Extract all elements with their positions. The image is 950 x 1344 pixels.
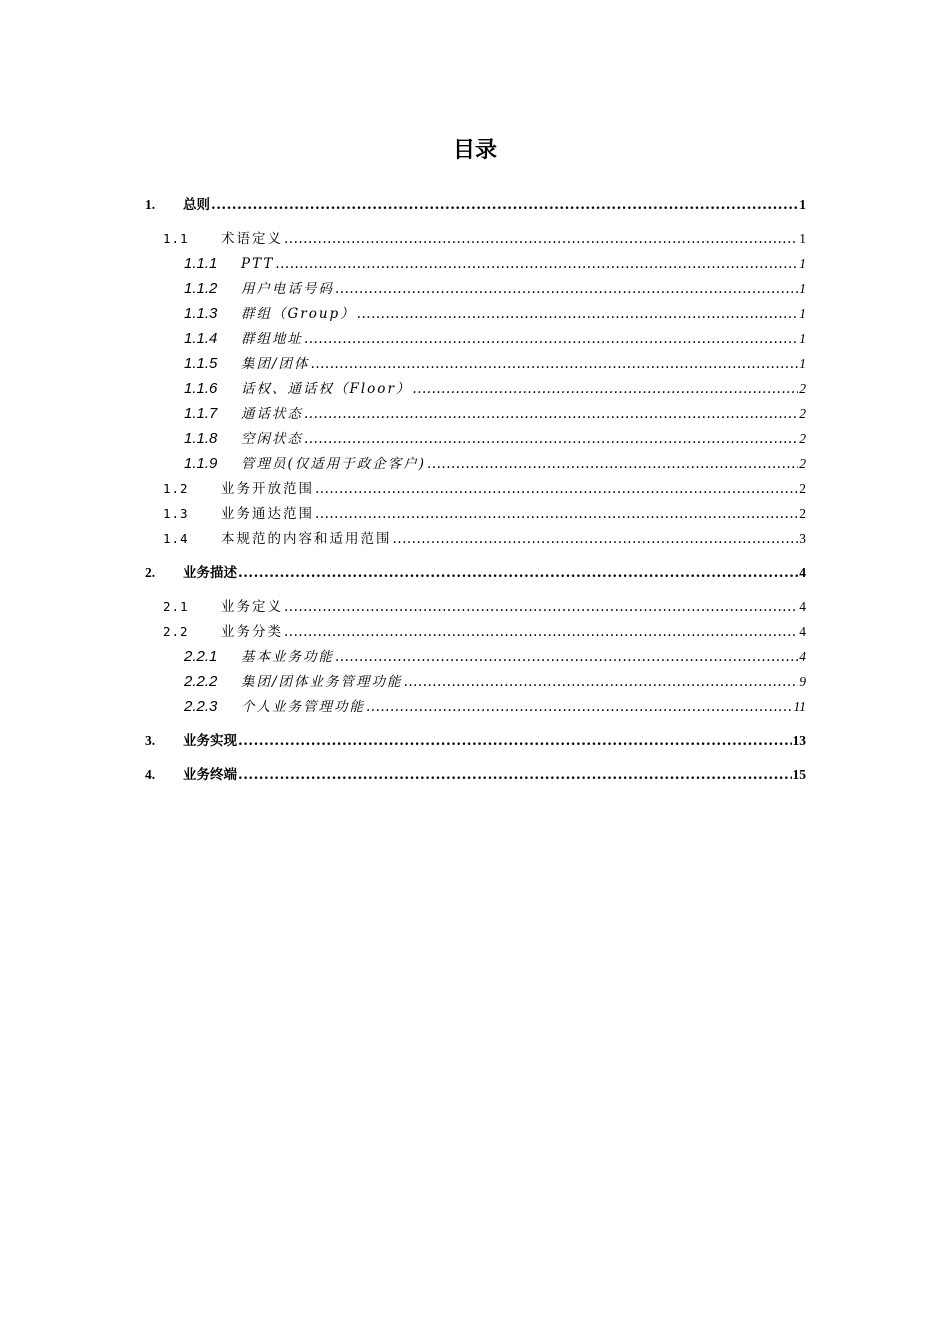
toc-entry-page: 4: [799, 599, 806, 614]
toc-leader-dots: [284, 623, 798, 641]
toc-entry-number: 1.1.3: [184, 305, 218, 322]
toc-entry[interactable]: [184, 642, 806, 666]
toc-entry-page: 4: [799, 565, 806, 580]
toc-entry-title: 基本业务功能: [241, 649, 334, 665]
toc-entry-number: 2.2.2: [184, 673, 218, 690]
toc-leader-dots: [315, 480, 798, 498]
toc-entry-number: 2.2.1: [184, 648, 218, 665]
toc-entry-number: 1.1.5: [184, 355, 218, 372]
toc-leader-dots: [335, 648, 798, 666]
toc-entry-page: 1: [799, 197, 806, 212]
toc-entry-number: 1.: [145, 197, 156, 212]
toc-entry-title: 业务分类: [221, 624, 283, 640]
toc-entry-number: 2.: [145, 565, 156, 580]
toc-entry-page: 4: [799, 624, 806, 639]
toc-leader-dots: [393, 530, 799, 548]
toc-entry-number: 3.: [145, 733, 156, 748]
toc-entry[interactable]: [184, 299, 806, 323]
toc-entry-page: 2: [799, 406, 806, 421]
toc-entry[interactable]: [163, 224, 806, 248]
toc-entry-title: 业务实现: [183, 733, 237, 749]
toc-entry[interactable]: [184, 667, 806, 691]
toc-entry-title: 个人业务管理功能: [241, 699, 365, 715]
toc-entry-title: 业务开放范围: [221, 481, 314, 497]
toc-leader-dots: [357, 305, 799, 323]
toc-leader-dots: [315, 505, 798, 523]
toc-entry[interactable]: [184, 349, 806, 373]
toc-entry[interactable]: [184, 374, 806, 398]
toc-entry[interactable]: [163, 499, 806, 523]
toc-entry-number: 1.1.6: [184, 380, 218, 397]
toc-entry-title: 术语定义: [221, 231, 283, 247]
toc-entry[interactable]: [184, 424, 806, 448]
page-title: 目录: [452, 138, 497, 163]
toc-entry-title: 空闲状态: [241, 431, 303, 447]
toc-entry-page: 2: [799, 481, 806, 496]
toc-entry-number: 1.1: [163, 231, 189, 246]
toc-leader-dots: [238, 564, 798, 582]
toc-entry-page: 1: [799, 331, 806, 346]
toc-entry[interactable]: [184, 692, 806, 716]
toc-entry-title: 集团/团体: [241, 356, 310, 372]
toc-entry-page: 2: [799, 506, 806, 521]
toc-entry-title: PTT: [241, 256, 275, 272]
toc-entry-page: 3: [799, 531, 806, 546]
toc-leader-dots: [427, 455, 798, 473]
toc-entry-title: 业务描述: [183, 565, 237, 581]
toc-entry[interactable]: [184, 249, 806, 273]
toc-entry-title: 总则: [183, 197, 210, 213]
toc-entry-number: 1.1.8: [184, 430, 218, 447]
toc-entry[interactable]: [184, 449, 806, 473]
toc-entry[interactable]: [145, 760, 806, 784]
toc-entry[interactable]: [145, 190, 806, 214]
toc-leader-dots: [304, 330, 798, 348]
toc-leader-dots: [366, 698, 793, 716]
toc-entry-page: 1: [799, 356, 806, 371]
toc-entry-number: 1.1.7: [184, 405, 218, 422]
toc-entry-number: 1.1.9: [184, 455, 218, 472]
toc-leader-dots: [238, 766, 792, 784]
toc-entry[interactable]: [163, 617, 806, 641]
toc-leader-dots: [275, 255, 798, 273]
toc-entry-title: 业务定义: [221, 599, 283, 615]
toc-entry-page: 2: [799, 381, 806, 396]
toc-entry-title: 业务终端: [183, 767, 237, 783]
toc-entry[interactable]: [184, 324, 806, 348]
toc-entry-title: 集团/团体业务管理功能: [241, 674, 403, 690]
toc-entry-number: 4.: [145, 767, 156, 782]
toc-entry-page: 11: [793, 699, 806, 714]
toc-leader-dots: [304, 430, 798, 448]
toc-leader-dots: [284, 598, 798, 616]
toc-leader-dots: [335, 280, 798, 298]
toc-leader-dots: [304, 405, 798, 423]
toc-leader-dots: [404, 673, 799, 691]
toc-entry[interactable]: [145, 726, 806, 750]
toc-entry-page: 1: [799, 306, 806, 321]
toc-entry-number: 1.1.4: [184, 330, 218, 347]
toc-entry-page: 4: [799, 649, 806, 664]
toc-entry-number: 1.4: [163, 531, 189, 546]
toc-entry-title: 本规范的内容和适用范围: [221, 531, 392, 547]
toc-entry-page: 13: [792, 733, 806, 748]
toc-leader-dots: [238, 732, 792, 750]
toc-entry[interactable]: [184, 274, 806, 298]
toc-entry-number: 1.3: [163, 506, 189, 521]
toc-entry[interactable]: [163, 592, 806, 616]
toc-leader-dots: [412, 380, 798, 398]
toc-entry[interactable]: [145, 558, 806, 582]
toc-entry-page: 1: [799, 256, 806, 271]
toc-entry-number: 2.2: [163, 624, 189, 639]
toc-entry-page: 2: [799, 456, 806, 471]
toc-entry-title: 管理员(仅适用于政企客户): [241, 456, 427, 472]
toc-entry[interactable]: [163, 474, 806, 498]
toc-leader-dots: [284, 230, 798, 248]
toc-entry-title: 业务通达范围: [221, 506, 314, 522]
toc-entry-number: 1.1.2: [184, 280, 218, 297]
toc-entry-number: 1.1.1: [184, 255, 218, 272]
toc-leader-dots: [311, 355, 799, 373]
toc-entry-number: 1.2: [163, 481, 189, 496]
toc-entry-title: 用户电话号码: [241, 281, 334, 297]
toc-entry-title: 群组地址: [241, 331, 303, 347]
toc-entry-page: 9: [799, 674, 806, 689]
toc-leader-dots: [211, 196, 798, 214]
toc-entry-title: 群组（Group）: [241, 306, 356, 322]
toc-entry-number: 2.2.3: [184, 698, 218, 715]
toc-entry-title: 话权、通话权（Floor）: [241, 381, 412, 397]
toc-entry-page: 15: [792, 767, 806, 782]
toc-entry[interactable]: [163, 524, 806, 548]
toc-entry[interactable]: [184, 399, 806, 423]
toc-entry-page: 2: [799, 431, 806, 446]
toc-entry-page: 1: [799, 281, 806, 296]
toc-entry-number: 2.1: [163, 599, 189, 614]
toc-entry-page: 1: [799, 231, 806, 246]
toc-entry-title: 通话状态: [241, 406, 303, 422]
